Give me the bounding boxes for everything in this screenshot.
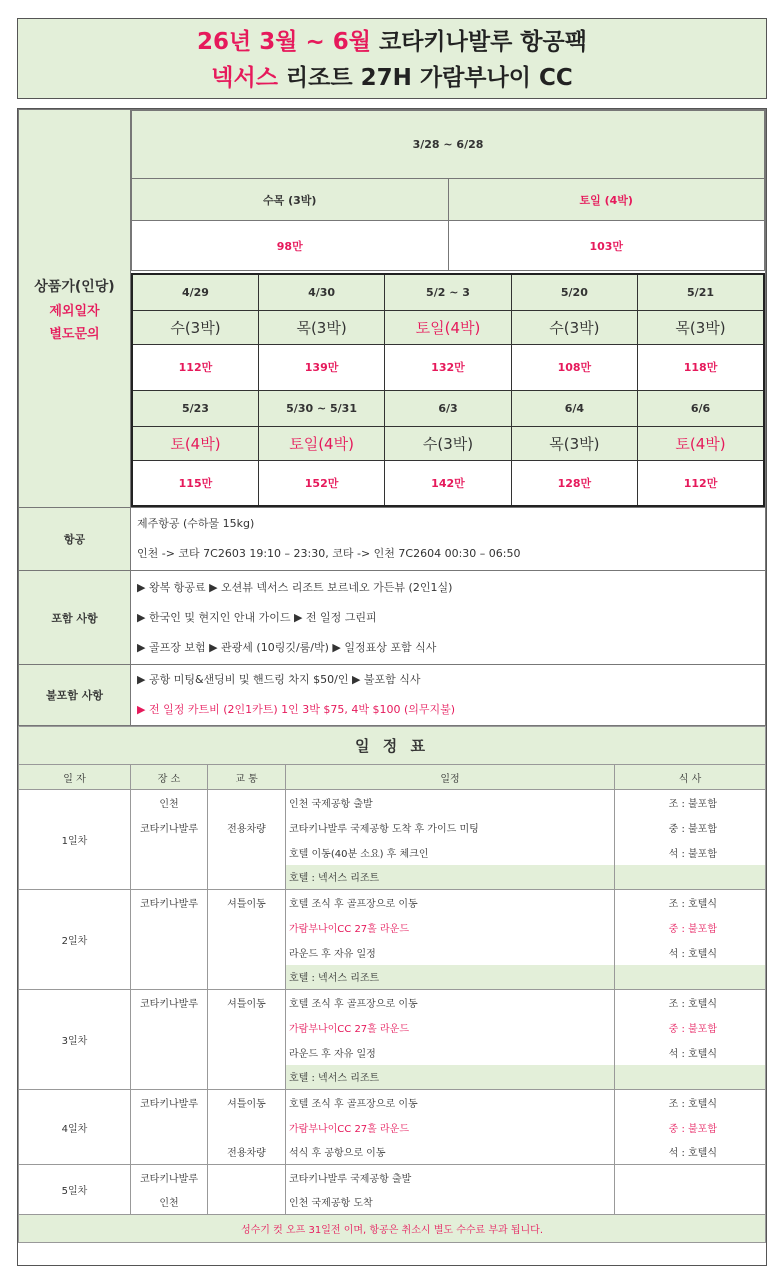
- activity: 코타키나발루 국제공항 도착 후 가이드 미팅: [286, 815, 615, 840]
- activity: 호텔 조식 후 골프장으로 이동: [286, 890, 615, 915]
- table-row: [19, 890, 766, 915]
- table-row: [19, 840, 766, 865]
- schedule-title: 일 정 표: [19, 727, 766, 765]
- exception-price: 128만: [511, 460, 637, 506]
- transport: 셔틀이동: [208, 990, 286, 1015]
- exception-day: 목(3박): [511, 426, 637, 460]
- exception-day: 토(4박): [132, 426, 258, 460]
- activity: 호텔 : 넥서스 리조트: [286, 965, 615, 990]
- exception-day: 토일(4박): [385, 310, 511, 344]
- activity: 인천 국제공항 출발: [286, 790, 615, 815]
- table-row: [19, 790, 766, 815]
- meal: 조 : 호텔식: [615, 1090, 766, 1115]
- column-header: 식 사: [615, 765, 766, 790]
- column-header: 일 자: [19, 765, 131, 790]
- meal: 중 : 불포함: [615, 1015, 766, 1040]
- transport: [208, 1190, 286, 1215]
- base-price: 103만: [448, 221, 765, 271]
- meal: [615, 865, 766, 890]
- exception-price: 112만: [132, 344, 258, 390]
- table-row: [19, 1065, 766, 1090]
- exception-day: 수(3박): [511, 310, 637, 344]
- place: [131, 840, 208, 865]
- meal: 석 : 불포함: [615, 840, 766, 865]
- exception-date: 5/30 ~ 5/31: [258, 390, 384, 426]
- exception-date: 6/4: [511, 390, 637, 426]
- table-row: [19, 1165, 766, 1190]
- activity: 라운드 후 자유 일정: [286, 940, 615, 965]
- base-day-label: 수목 (3박): [132, 179, 449, 221]
- transport: 셔틀이동: [208, 890, 286, 915]
- column-header: 장 소: [131, 765, 208, 790]
- exception-date: 5/20: [511, 274, 637, 310]
- exception-date: 5/21: [638, 274, 764, 310]
- place: [131, 1015, 208, 1040]
- transport: [208, 940, 286, 965]
- footer-note: 성수기 컷 오프 31일전 이며, 항공은 취소시 별도 수수료 부과 됩니다.: [19, 1215, 766, 1243]
- exception-price: 139만: [258, 344, 384, 390]
- place: [131, 1140, 208, 1165]
- period: 3/28 ~ 6/28: [132, 111, 765, 179]
- transport: [208, 1015, 286, 1040]
- place: [131, 915, 208, 940]
- activity: 호텔 이동(40분 소요) 후 체크인: [286, 840, 615, 865]
- transport: [208, 840, 286, 865]
- meal: 석 : 호텔식: [615, 1140, 766, 1165]
- column-header: 교 통: [208, 765, 286, 790]
- meal: [615, 1190, 766, 1215]
- activity: 라운드 후 자유 일정: [286, 1040, 615, 1065]
- activity: 석식 후 공항으로 이동: [286, 1140, 615, 1165]
- day-label: 2일차: [19, 890, 131, 990]
- exception-date: 6/3: [385, 390, 511, 426]
- day-label: 5일차: [19, 1165, 131, 1215]
- activity: 인천 국제공항 도착: [286, 1190, 615, 1215]
- exception-day: 목(3박): [258, 310, 384, 344]
- exception-price: 115만: [132, 460, 258, 506]
- activity: 호텔 : 넥서스 리조트: [286, 1065, 615, 1090]
- activity: 가람부나이CC 27홀 라운드: [286, 915, 615, 940]
- meal: 중 : 불포함: [615, 815, 766, 840]
- flight-info: 제주항공 (수하물 15kg) 인천 -> 코타 7C2603 19:10 – 23:30, 코타 -> 인천 7C2604 00:30 – 06:50: [131, 508, 766, 571]
- meal: 석 : 호텔식: [615, 1040, 766, 1065]
- main-table: [17, 108, 767, 1266]
- day-label: 4일차: [19, 1090, 131, 1165]
- table-row: [19, 1190, 766, 1215]
- place: 코타키나발루: [131, 1165, 208, 1190]
- price-section: [18, 109, 766, 726]
- transport: [208, 1165, 286, 1190]
- meal: 조 : 호텔식: [615, 990, 766, 1015]
- exception-date: 5/23: [132, 390, 258, 426]
- transport: 전용차량: [208, 1140, 286, 1165]
- meal: [615, 1165, 766, 1190]
- exception-day: 토일(4박): [258, 426, 384, 460]
- place: 코타키나발루: [131, 990, 208, 1015]
- table-row: [19, 865, 766, 890]
- activity: 호텔 조식 후 골프장으로 이동: [286, 990, 615, 1015]
- activity: 가람부나이CC 27홀 라운드: [286, 1015, 615, 1040]
- exception-date: 5/2 ~ 3: [385, 274, 511, 310]
- table-row: [19, 1040, 766, 1065]
- excluded-list: ▶ 공항 미팅&샌딩비 및 핸드링 차지 $50/인 ▶ 불포함 식사 ▶ 전 일정 카트비 (2인1카트) 1인 3박 $75, 4박 $100 (의무지불): [131, 665, 766, 726]
- exception-price: 132만: [385, 344, 511, 390]
- column-header: 일정: [286, 765, 615, 790]
- meal: 중 : 불포함: [615, 1115, 766, 1140]
- day-label: 1일차: [19, 790, 131, 890]
- title-banner: 26년 3월 ~ 6월 코타키나발루 항공팩 넥서스 리조트 27H 가람부나이 CC: [17, 18, 767, 99]
- place: [131, 1040, 208, 1065]
- exception-price: 118만: [638, 344, 764, 390]
- table-row: [19, 1090, 766, 1115]
- base-day-label: 토일 (4박): [448, 179, 765, 221]
- transport: [208, 965, 286, 990]
- place: 코타키나발루: [131, 815, 208, 840]
- meal: [615, 965, 766, 990]
- table-row: [19, 940, 766, 965]
- place: 코타키나발루: [131, 1090, 208, 1115]
- activity: 코타키나발루 국제공항 출발: [286, 1165, 615, 1190]
- transport: [208, 1040, 286, 1065]
- meal: 조 : 불포함: [615, 790, 766, 815]
- exception-date: 6/6: [638, 390, 764, 426]
- exception-day: 수(3박): [385, 426, 511, 460]
- exception-price: 108만: [511, 344, 637, 390]
- meal: [615, 1065, 766, 1090]
- price-label: 상품가(인당) 제외일자 별도문의: [19, 110, 131, 508]
- included-list: ▶ 왕복 항공료 ▶ 오션뷰 넥서스 리조트 보르네오 가든뷰 (2인1실) ▶ 한국인 및 현지인 안내 가이드 ▶ 전 일정 그린피 ▶ 골프장 보험 ▶ 관광세 (10링깃/룸/박) ▶ 일정표상 포함 식사: [131, 571, 766, 665]
- place: [131, 940, 208, 965]
- transport: [208, 1115, 286, 1140]
- exception-day: 목(3박): [638, 310, 764, 344]
- transport: [208, 915, 286, 940]
- meal: 조 : 호텔식: [615, 890, 766, 915]
- excluded-label: 불포함 사항: [19, 665, 131, 726]
- table-row: [19, 1140, 766, 1165]
- base-price: 98만: [132, 221, 449, 271]
- exception-date: 4/30: [258, 274, 384, 310]
- exception-price: 142만: [385, 460, 511, 506]
- place: [131, 965, 208, 990]
- transport: [208, 1065, 286, 1090]
- place: [131, 1065, 208, 1090]
- meal: 중 : 불포함: [615, 915, 766, 940]
- place: [131, 865, 208, 890]
- itinerary-table: [18, 726, 766, 1243]
- flight-label: 항공: [19, 508, 131, 571]
- transport: [208, 865, 286, 890]
- place: 코타키나발루: [131, 890, 208, 915]
- included-label: 포함 사항: [19, 571, 131, 665]
- exception-price: 152만: [258, 460, 384, 506]
- place: 인천: [131, 790, 208, 815]
- exception-price: 112만: [638, 460, 764, 506]
- place: 인천: [131, 1190, 208, 1215]
- table-row: [19, 1115, 766, 1140]
- transport: 셔틀이동: [208, 1090, 286, 1115]
- table-row: [19, 990, 766, 1015]
- table-row: [19, 815, 766, 840]
- transport: [208, 790, 286, 815]
- table-row: [19, 1015, 766, 1040]
- activity: 호텔 : 넥서스 리조트: [286, 865, 615, 890]
- table-row: [19, 965, 766, 990]
- activity: 호텔 조식 후 골프장으로 이동: [286, 1090, 615, 1115]
- exception-day: 토(4박): [638, 426, 764, 460]
- activity: 가람부나이CC 27홀 라운드: [286, 1115, 615, 1140]
- transport: 전용차량: [208, 815, 286, 840]
- table-row: [19, 915, 766, 940]
- exception-price-grid: [131, 273, 765, 507]
- day-label: 3일차: [19, 990, 131, 1090]
- exception-date: 4/29: [132, 274, 258, 310]
- exception-day: 수(3박): [132, 310, 258, 344]
- meal: 석 : 호텔식: [615, 940, 766, 965]
- place: [131, 1115, 208, 1140]
